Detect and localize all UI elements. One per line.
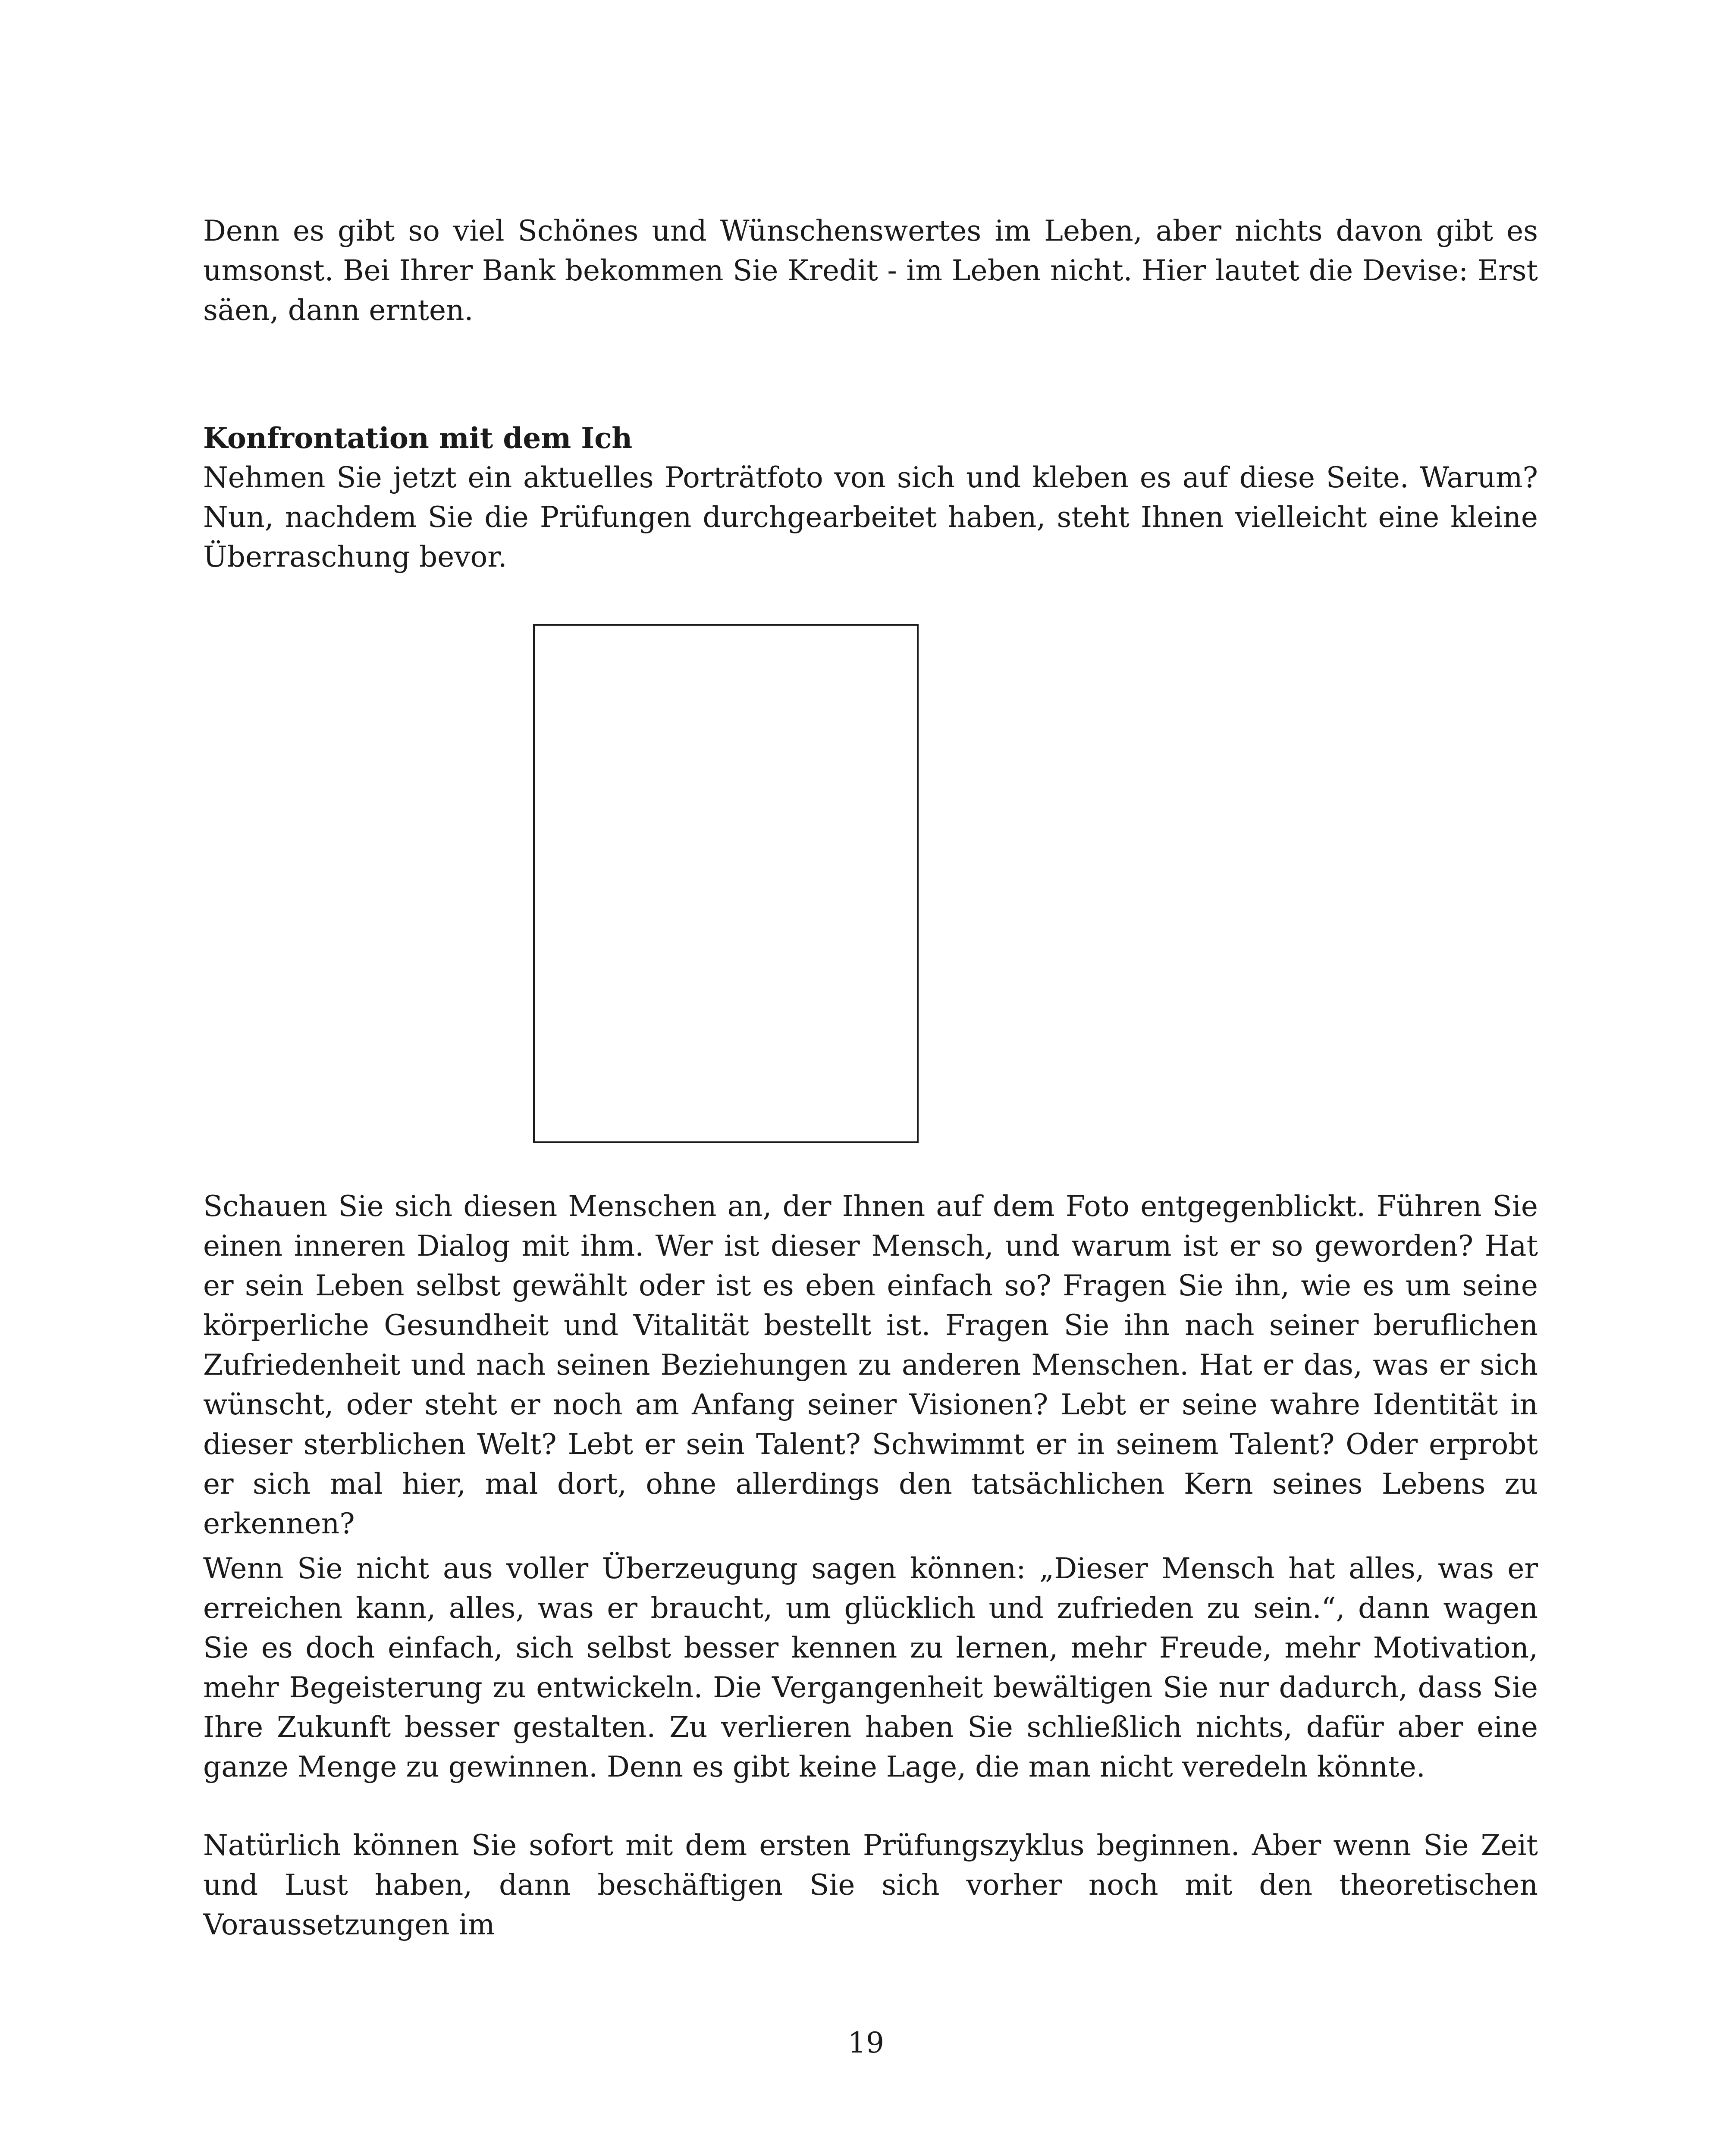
portrait-photo-placeholder [533, 624, 919, 1143]
paragraph-photo-instruction: Nehmen Sie jetzt ein aktuelles Porträtfoto von sich und kleben es auf diese Seite. Warum? Nun, nachdem Sie die Prüfungen durchgearbeitet haben, steht Ihnen vielleicht eine kleine Überraschung bevor. [203, 461, 1538, 573]
page-number: 19 [848, 2026, 884, 2059]
paragraph-dialog: Schauen Sie sich diesen Menschen an, der Ihnen auf dem Foto entgegenblickt. Führen Sie einen inneren Dialog mit ihm. Wer ist dieser Mensch, und warum ist er so geworden? Hat er sein Leben selbst gewählt oder ist es eben einfach so? Fragen Sie ihn, wie es um seine körperliche Gesundheit und Vitalität bestellt ist. Fragen Sie ihn nach seiner beruflichen Zufriedenheit und nach seinen Beziehungen zu anderen Menschen. Hat er das, was er sich wünscht, oder steht er noch am Anfang seiner Visionen? Lebt er seine wahre Identität in dieser sterblichen Welt? Lebt er sein Talent? Schwimmt er in seinem Talent? Oder erprobt er sich mal hier, mal dort, ohne allerdings den tatsächlichen Kern seines Lebens zu erkennen? [203, 1190, 1538, 1540]
paragraph-intro: Denn es gibt so viel Schönes und Wünschenswertes im Leben, aber nichts davon gibt es umsonst. Bei Ihrer Bank bekommen Sie Kredit - im Leben nicht. Hier lautet die Devise: Erst säen, dann ernten. [203, 214, 1538, 327]
section-heading: Konfrontation mit dem Ich [203, 421, 633, 455]
paragraph-start: Natürlich können Sie sofort mit dem ersten Prüfungszyklus beginnen. Aber wenn Sie Zeit und Lust haben, dann beschäftigen Sie sich vorher noch mit den theoretischen Voraussetzungen im [203, 1829, 1538, 1941]
paragraph-conviction: Wenn Sie nicht aus voller Überzeugung sagen können: „Dieser Mensch hat alles, was er erreichen kann, alles, was er braucht, um glücklich und zufrieden zu sein.“, dann wagen Sie es doch einfach, sich selbst besser kennen zu lernen, mehr Freude, mehr Motivation, mehr Begeisterung zu entwickeln. Die Vergangenheit bewältigen Sie nur dadurch, dass Sie Ihre Zukunft besser gestalten. Zu verlieren haben Sie schließlich nichts, dafür aber eine ganze Menge zu gewinnen. Denn es gibt keine Lage, die man nicht veredeln könnte. [203, 1552, 1538, 1783]
